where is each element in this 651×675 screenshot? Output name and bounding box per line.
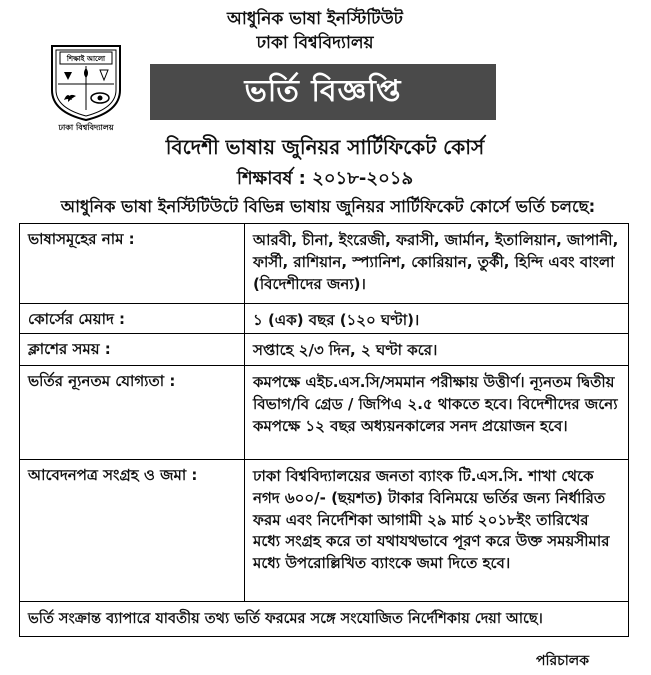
table-footer-note: ভর্তি সংক্রান্ত ব্যাপারে যাবতীয় তথ্য ভর্তি ফরমের সঙ্গে সংযোজিত নির্দেশিকায় দেয়া আছে। xyxy=(28,611,543,627)
row-value-class-time: সপ্তাহে ২/৩ দিন, ২ ঘণ্টা করে। xyxy=(253,341,438,359)
row-label-languages: ভাষাসমূহের নাম : xyxy=(20,224,245,303)
university-name: ঢাকা বিশ্ববিদ্যালয় xyxy=(256,33,374,53)
row-label-duration: কোর্সের মেয়াদ : xyxy=(20,304,245,333)
row-value-duration: ১ (এক) বছর (১২০ ঘণ্টা)। xyxy=(253,311,420,329)
table-row xyxy=(20,366,628,460)
signature-director: পরিচালক xyxy=(535,653,589,669)
crest-caption: ঢাকা বিশ্ববিদ্যালয় xyxy=(58,123,114,132)
row-label-eligibility: ভর্তির ন্যূনতম যোগ্যতা : xyxy=(20,366,245,459)
intro-text: আধুনিক ভাষা ইনস্টিটিউটে বিভিন্ন ভাষায় জুনিয়র সার্টিফিকেট কোর্সে ভর্তি চলছে: xyxy=(60,197,596,216)
table-row xyxy=(20,224,628,304)
row-value-eligibility: কমপক্ষে এইচ.এস.সি/সমমান পরীক্ষায় উত্তীর্ণ। ন্যূনতম দ্বিতীয় বিভাগ/বি গ্রেড / জিপিএ ২.৫ থাকতে হবে। বিদেশীদের জন্যে কমপক্ষে ১২ বছর অধ্যয়নকালের সনদ প্রয়োজন হবে। xyxy=(253,373,618,435)
table-row xyxy=(20,304,628,334)
academic-session: শিক্ষাবর্ষ : ২০১৮-২০১৯ xyxy=(236,168,414,189)
row-label-application: আবেদনপত্র সংগ্রহ ও জমা : xyxy=(20,460,245,601)
crest-motto: শিক্ষাই আলো xyxy=(66,55,106,63)
table-row xyxy=(20,460,628,602)
institute-name: আধুনিক ভাষা ইনস্টিটিউট xyxy=(227,9,403,29)
notice-banner xyxy=(150,64,496,120)
info-table xyxy=(19,223,629,637)
table-row xyxy=(20,334,628,366)
row-label-class-time: ক্লাশের সময় : xyxy=(20,334,245,365)
banner-title: ভর্তি বিজ্ঞপ্তি xyxy=(244,73,402,109)
table-row xyxy=(20,602,628,636)
row-value-languages: আরবী, চীনা, ইংরেজী, ফরাসী, জার্মান, ইতালিয়ান, জাপানী, ফার্সী, রাশিয়ান, স্প্যানিশ, কোরিয়ান, তুর্কী, হিন্দি এবং বাংলা (বিদেশীদের জন্য)। xyxy=(253,231,619,293)
course-title: বিদেশী ভাষায় জুনিয়র সার্টিফিকেট কোর্স xyxy=(165,135,485,159)
university-crest-icon xyxy=(46,40,126,124)
row-value-application: ঢাকা বিশ্ববিদ্যালয়ের জনতা ব্যাংক টি.এস.সি. শাখা থেকে নগদ ৬০০/- (ছয়শত) টাকার বিনিময়ে ভর্তির জন্য নির্ধারিত ফরম এবং নির্দেশিকা আগামী ২৯ মার্চ ২০১৮ইং তারিখের মধ্যে সংগ্রহ করে তা যথাযথভাবে পূরণ করে উক্ত সময়সীমার মধ্যে উপরোল্লিখিত ব্যাংকে জমা দিতে হবে। xyxy=(253,467,610,572)
